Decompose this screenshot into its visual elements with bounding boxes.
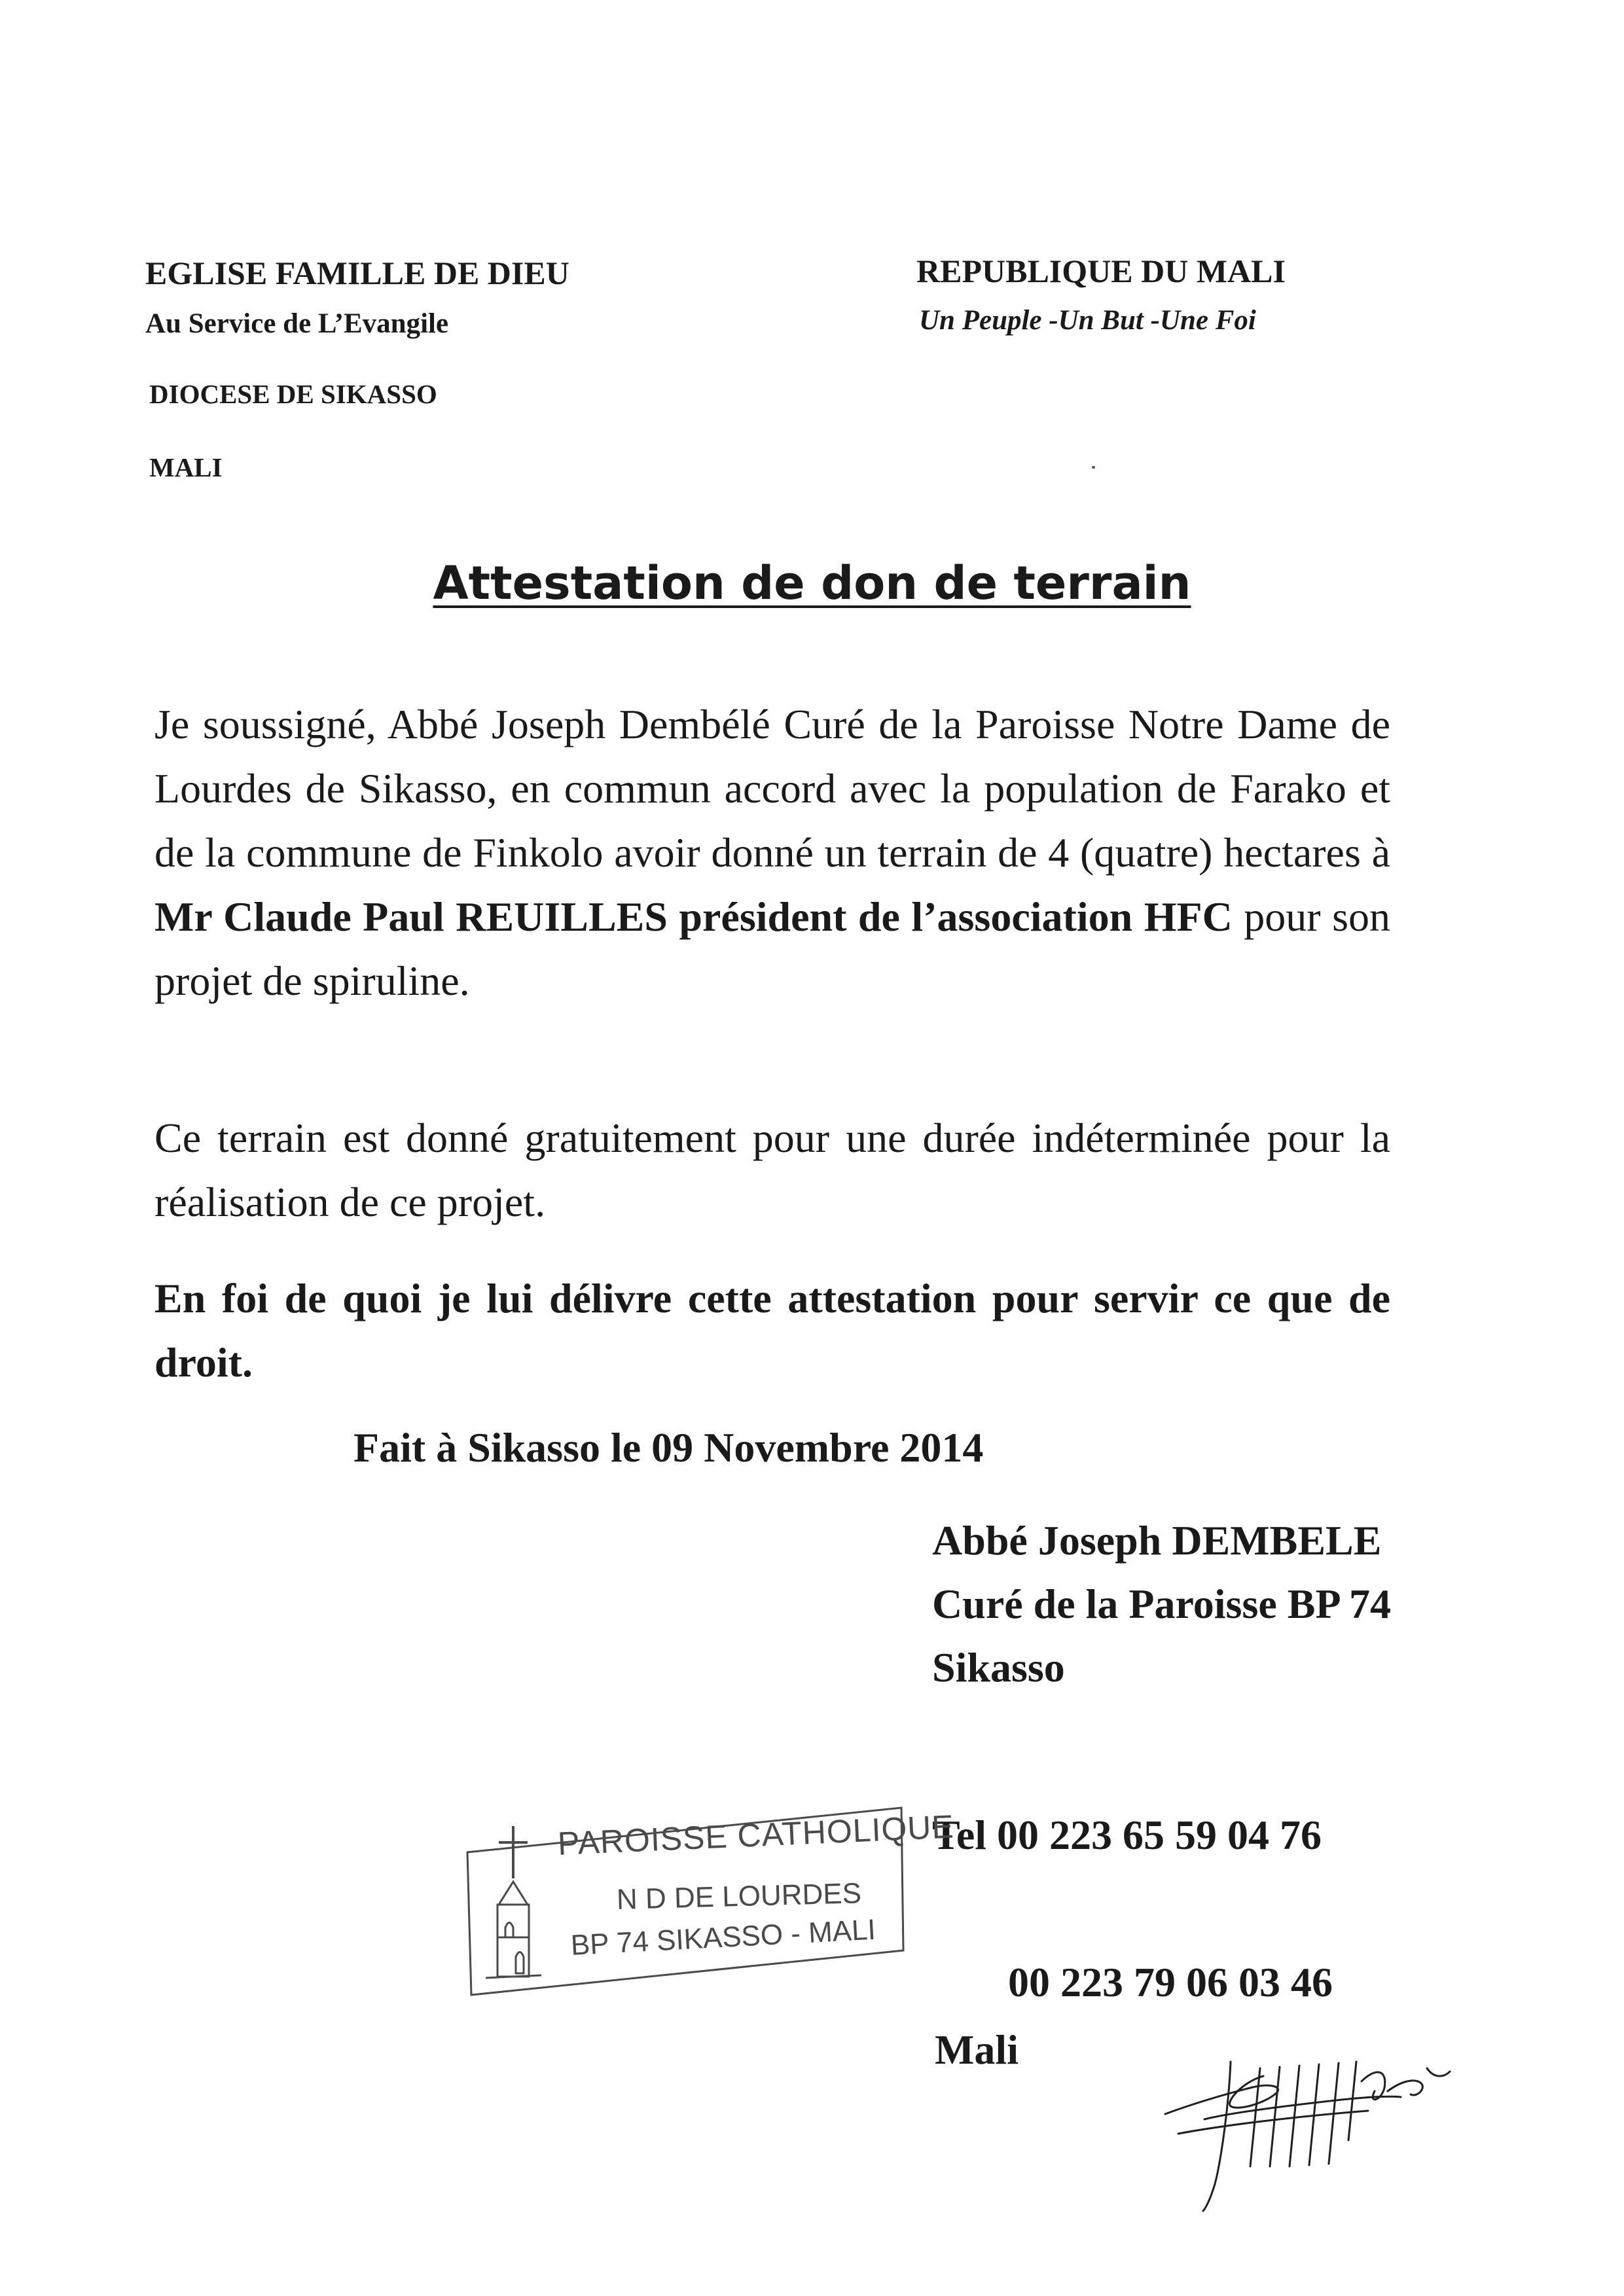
stamp-line-address: BP 74 SIKASSO - MALI bbox=[569, 1913, 876, 1962]
paragraph-donation bbox=[154, 692, 1390, 1013]
paragraph-closing: En foi de quoi je lui délivre cette attestation pour servir ce que de droit. bbox=[154, 1275, 1390, 1386]
paragraph-donation-text-start: Je soussigné, Abbé Joseph Dembélé Curé de la Paroisse Notre Dame de Lourdes de Sikasso, en commun accord avec la population de Farako et de la commune de Finkolo avoir donné un terrain de 4 (quatre) hectares à bbox=[154, 701, 1390, 876]
signer-country: Mali bbox=[935, 2026, 1019, 2073]
church-motto: Au Service de L’Evangile bbox=[145, 308, 449, 339]
place-and-date: Fait à Sikasso le 09 Novembre 2014 bbox=[353, 1424, 984, 1471]
header-country: MALI bbox=[149, 452, 223, 482]
document-title: Attestation de don de terrain bbox=[433, 556, 1191, 610]
signer-name-block: Abbé Joseph DEMBELE Curé de la Paroisse BP 74 Sikasso bbox=[932, 1517, 1391, 1691]
stamp-line-parish: PAROISSE CATHOLIQUE bbox=[556, 1808, 955, 1862]
parish-stamp bbox=[466, 1806, 955, 1996]
stamp-line-lourdes: N D DE LOURDES bbox=[616, 1877, 862, 1916]
phone-number-1: Tel 00 223 65 59 04 76 bbox=[932, 1812, 1322, 1858]
scan-speck bbox=[1092, 466, 1095, 469]
paragraph-donation-text-end: pour son projet de spiruline. bbox=[154, 893, 1390, 1004]
republic-motto: Un Peuple -Un But -Une Foi bbox=[919, 305, 1256, 336]
church-name: EGLISE FAMILLE DE DIEU bbox=[145, 255, 569, 291]
paragraph-terms: Ce terrain est donné gratuitement pour une durée indéterminée pour la réalisation de ce projet. bbox=[154, 1115, 1390, 1225]
diocese-name: DIOCESE DE SIKASSO bbox=[149, 379, 437, 409]
beneficiary-name: Mr Claude Paul REUILLES président de l’association HFC bbox=[154, 893, 1233, 940]
republic-name: REPUBLIQUE DU MALI bbox=[916, 253, 1286, 289]
phone-number-2: 00 223 79 06 03 46 bbox=[1008, 1959, 1333, 2005]
church-icon bbox=[486, 1882, 541, 1978]
handwritten-signature bbox=[1152, 2042, 1453, 2212]
